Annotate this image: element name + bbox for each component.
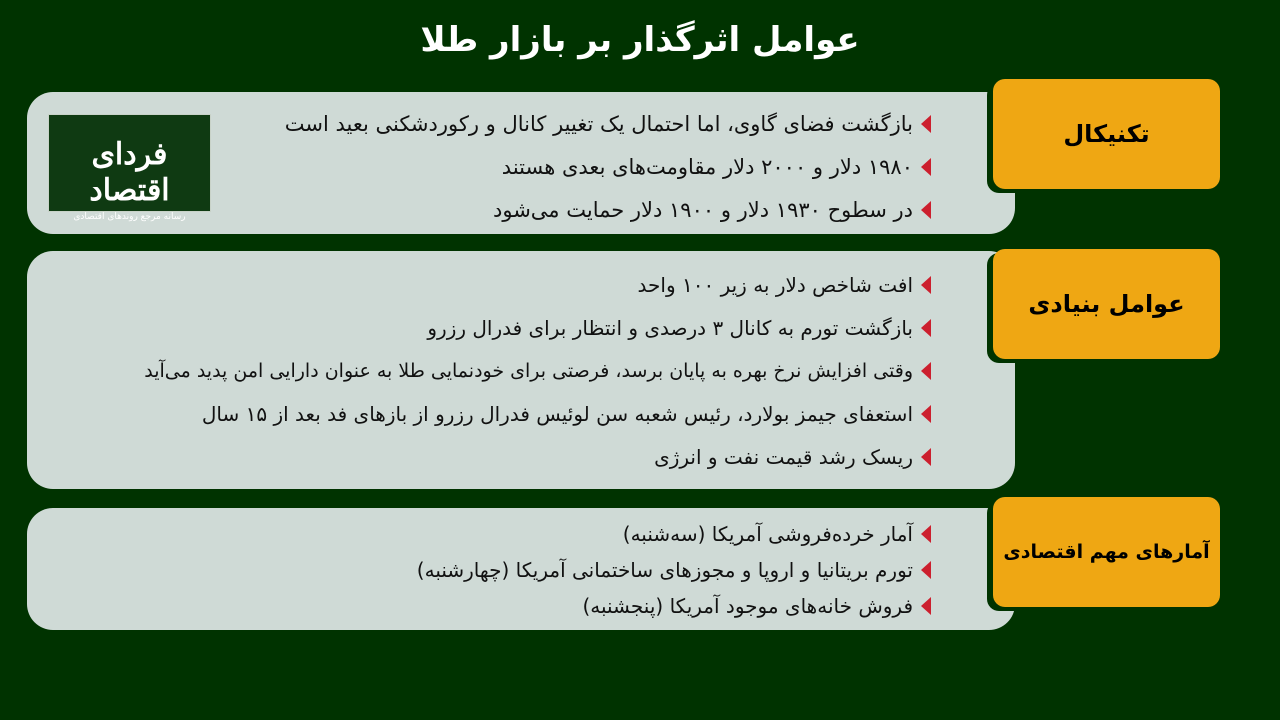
section-fundamentals-panel [27,251,1015,489]
chevron-left-icon [921,115,931,133]
section-technical-list [285,102,931,231]
chevron-left-icon [921,405,931,423]
section-fundamentals-label [993,249,1220,359]
chevron-left-icon [921,597,931,615]
list-item-text: وقتی افزایش نرخ بهره به پایان برسد، فرصتی برای خودنمایی طلا به عنوان دارایی امن پدید می‌آید [144,359,913,382]
list-item [144,435,931,478]
list-item [144,306,931,349]
list-item [144,349,931,392]
chevron-left-icon [921,158,931,176]
list-item-text: افت شاخص دلار به زیر ۱۰۰ واحد [637,272,913,297]
list-item [285,102,931,145]
chevron-left-icon [921,276,931,294]
section-fundamentals-list [144,263,931,478]
section-economic-data-list [417,516,931,624]
publisher-logo [48,114,211,222]
chevron-left-icon [921,448,931,466]
list-item-text: بازگشت تورم به کانال ۳ درصدی و انتظار برای فدرال رزرو [427,315,913,340]
section-economic-data-panel [27,508,1015,630]
logo-tagline: رسانه مرجع روندهای اقتصادی [73,212,186,222]
list-item [417,516,931,552]
section-label-text: عوامل بنیادی [1028,290,1185,318]
list-item-text: تورم بریتانیا و اروپا و مجوزهای ساختمانی آمریکا (چهارشنبه) [416,558,913,582]
list-item [417,552,931,588]
list-item [285,188,931,231]
list-item-text: در سطوح ۱۹۳۰ دلار و ۱۹۰۰ دلار حمایت می‌شود [493,197,913,222]
chevron-left-icon [921,319,931,337]
list-item-text: فروش خانه‌های موجود آمریکا (پنجشنبه) [582,594,913,618]
list-item-text: ریسک رشد قیمت نفت و انرژی [654,444,913,469]
section-label-text: آمارهای مهم اقتصادی [1003,541,1210,563]
chevron-left-icon [921,525,931,543]
list-item [417,588,931,624]
section-label-text: تکنیکال [1063,120,1150,148]
list-item [144,263,931,306]
page-title: عوامل اثرگذار بر بازار طلا [420,20,860,60]
list-item [285,145,931,188]
logo-wordmark: فردای اقتصاد [89,137,170,208]
list-item-text: استعفای جیمز بولارد، رئیس شعبه سن لوئیس فدرال رزرو از بازهای فد بعد از ۱۵ سال [201,401,913,426]
list-item-text: بازگشت فضای گاوی، اما احتمال یک تغییر کانال و رکوردشکنی بعید است [284,111,913,136]
list-item-text: ۱۹۸۰ دلار و ۲۰۰۰ دلار مقاومت‌های بعدی هستند [501,154,913,179]
chevron-left-icon [921,362,931,380]
chevron-left-icon [921,201,931,219]
list-item [144,392,931,435]
list-item-text: آمار خرده‌فروشی آمریکا (سه‌شنبه) [622,522,913,546]
section-technical-label [993,79,1220,189]
section-economic-data-label [993,497,1220,607]
chevron-left-icon [921,561,931,579]
